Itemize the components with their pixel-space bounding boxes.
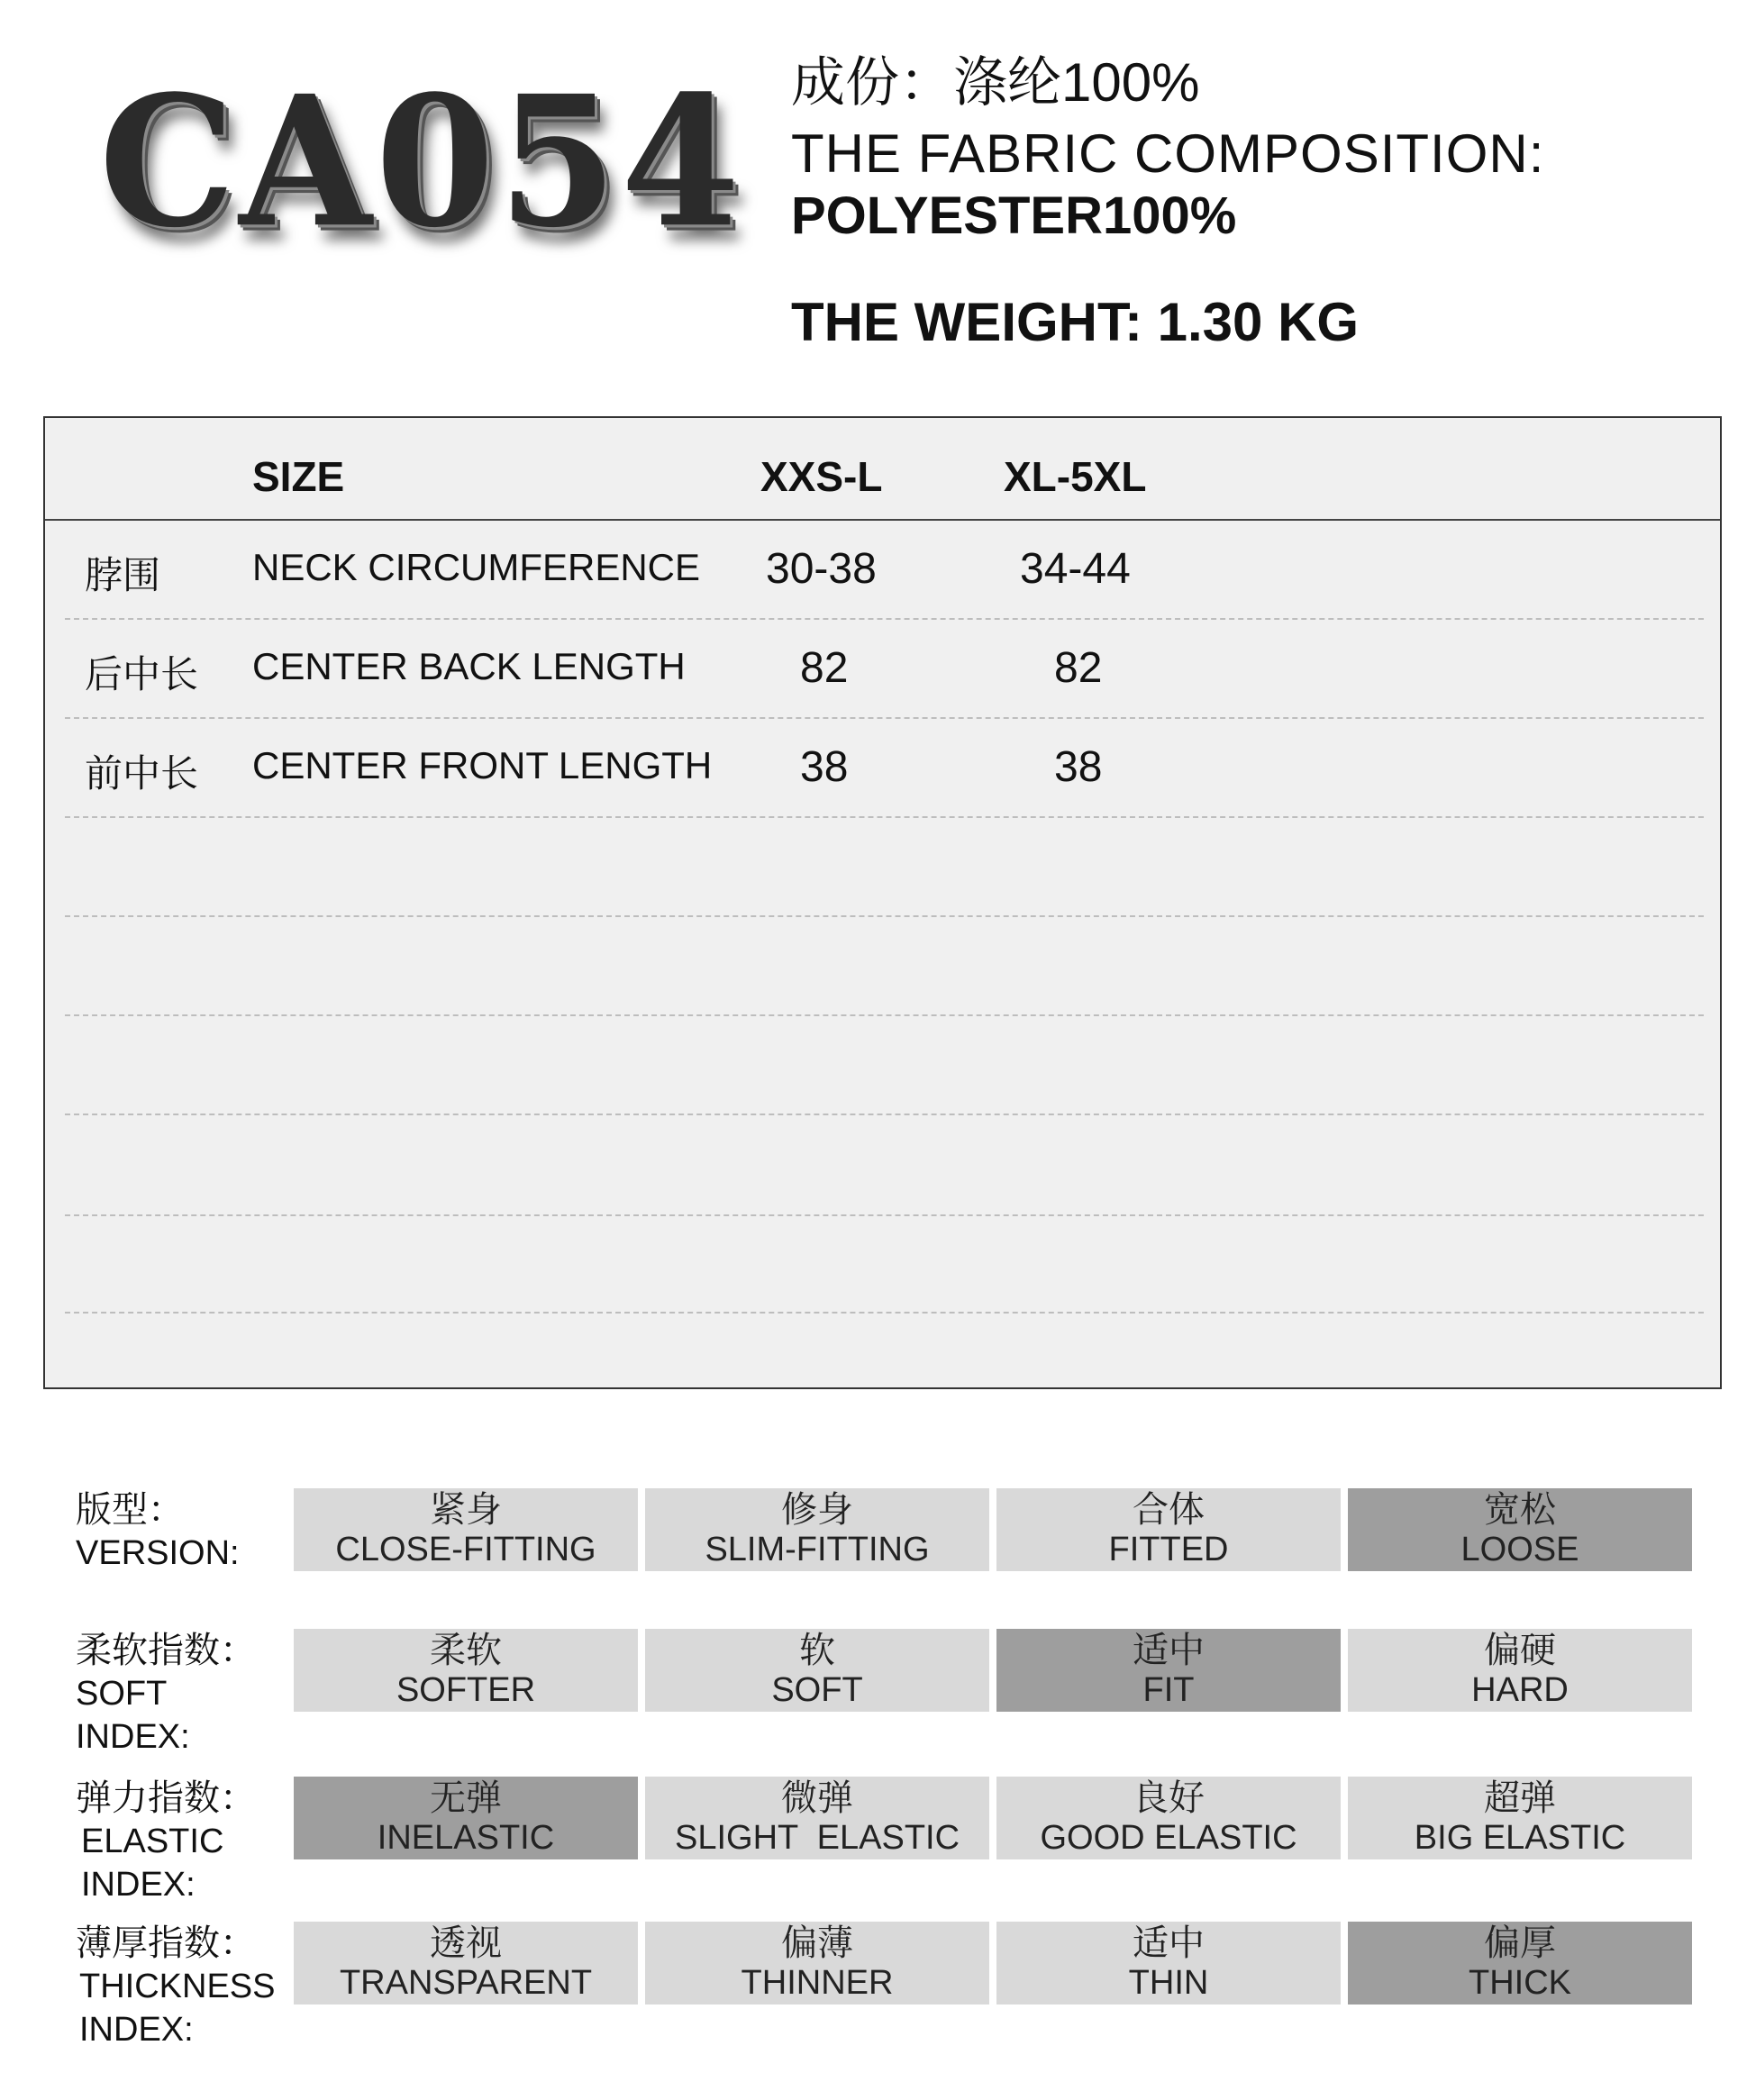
product-code-logo: CA054 xyxy=(99,56,744,268)
empty-row-divider xyxy=(65,1014,1704,1016)
option-en: THICK xyxy=(1469,1964,1571,2002)
option-softer xyxy=(294,1629,638,1712)
size-header-label: SIZE xyxy=(252,453,345,500)
index-label-en: ELASTIC INDEX: xyxy=(81,1823,224,1904)
option-thick-selected xyxy=(1348,1922,1692,2005)
index-label-zh: 薄厚指数： xyxy=(76,1923,256,1963)
table-row xyxy=(45,719,1720,818)
index-label xyxy=(76,1629,256,1759)
option-zh: 修身 xyxy=(781,1490,853,1530)
option-en: TRANSPARENT xyxy=(339,1964,593,2002)
option-zh: 软 xyxy=(799,1631,835,1670)
row-label-en: NECK CIRCUMFERENCE xyxy=(252,546,701,588)
option-en: THINNER xyxy=(741,1964,894,2002)
option-fitted xyxy=(996,1488,1341,1571)
row-label-en: CENTER FRONT LENGTH xyxy=(252,744,713,786)
index-label xyxy=(76,1922,283,2051)
option-en: SLIGHT ELASTIC xyxy=(674,1819,960,1857)
option-inelastic-selected xyxy=(294,1777,638,1859)
option-zh: 适中 xyxy=(1133,1631,1205,1670)
option-transparent xyxy=(294,1922,638,2005)
row-value-col2: 34-44 xyxy=(1020,545,1131,593)
option-zh: 超弹 xyxy=(1484,1778,1556,1818)
option-zh: 偏薄 xyxy=(781,1923,853,1963)
option-zh: 微弹 xyxy=(781,1778,853,1818)
option-zh: 合体 xyxy=(1133,1490,1205,1530)
index-label-en: SOFT INDEX: xyxy=(76,1675,190,1756)
option-en: BIG ELASTIC xyxy=(1414,1819,1626,1857)
option-soft xyxy=(645,1629,989,1712)
option-en: GOOD ELASTIC xyxy=(1040,1819,1297,1857)
weight-text: THE WEIGHT: 1.30 KG xyxy=(791,292,1360,352)
option-zh: 无弹 xyxy=(430,1778,502,1818)
option-en: LOOSE xyxy=(1460,1531,1579,1568)
option-thinner xyxy=(645,1922,989,2005)
index-label-zh: 版型： xyxy=(76,1490,184,1530)
option-zh: 柔软 xyxy=(430,1631,502,1670)
option-en: CLOSE-FITTING xyxy=(335,1531,596,1568)
row-value-col1: 30-38 xyxy=(766,545,877,593)
index-label xyxy=(76,1777,274,1906)
empty-row-divider xyxy=(65,915,1704,917)
index-label-zh: 柔软指数： xyxy=(76,1631,256,1670)
option-hard xyxy=(1348,1629,1692,1712)
option-loose-selected xyxy=(1348,1488,1692,1571)
row-label-en: CENTER BACK LENGTH xyxy=(252,645,686,687)
option-en: SOFT xyxy=(771,1671,863,1709)
option-good-elastic xyxy=(996,1777,1341,1859)
option-fit-selected xyxy=(996,1629,1341,1712)
option-zh: 宽松 xyxy=(1484,1490,1556,1530)
composition-label-en: THE FABRIC COMPOSITION: xyxy=(791,123,1545,184)
row-label-zh: 前中长 xyxy=(85,752,199,795)
index-label xyxy=(76,1488,240,1575)
option-slight-elastic xyxy=(645,1777,989,1859)
option-en: HARD xyxy=(1471,1671,1569,1709)
row-value-col2: 38 xyxy=(1054,743,1103,791)
option-zh: 适中 xyxy=(1133,1923,1205,1963)
option-zh: 偏硬 xyxy=(1484,1631,1556,1670)
row-label-zh: 后中长 xyxy=(85,653,199,695)
index-label-zh: 弹力指数： xyxy=(76,1778,256,1818)
row-value-col2: 82 xyxy=(1054,644,1103,692)
row-value-col1: 82 xyxy=(800,644,849,692)
table-row xyxy=(45,620,1720,719)
option-close-fitting xyxy=(294,1488,638,1571)
option-en: FITTED xyxy=(1108,1531,1229,1568)
index-label-en: VERSION: xyxy=(76,1534,240,1572)
size-header-col1: XXS-L xyxy=(760,453,883,500)
row-divider xyxy=(65,816,1704,818)
option-en: THIN xyxy=(1128,1964,1209,2002)
empty-row-divider xyxy=(65,1214,1704,1216)
size-table-header xyxy=(45,418,1720,521)
option-slim-fitting xyxy=(645,1488,989,1571)
option-zh: 偏厚 xyxy=(1484,1923,1556,1963)
option-en: SLIM-FITTING xyxy=(705,1531,930,1568)
row-value-col1: 38 xyxy=(800,743,849,791)
option-thin xyxy=(996,1922,1341,2005)
size-table xyxy=(43,416,1722,1389)
option-zh: 透视 xyxy=(430,1923,502,1963)
empty-row-divider xyxy=(65,1114,1704,1115)
empty-row-divider xyxy=(65,1312,1704,1314)
option-en: INELASTIC xyxy=(377,1819,555,1857)
option-en: SOFTER xyxy=(396,1671,536,1709)
composition-value-en: POLYESTER100% xyxy=(791,186,1237,245)
option-big-elastic xyxy=(1348,1777,1692,1859)
option-zh: 良好 xyxy=(1133,1778,1205,1818)
composition-zh: 成份：涤纶100% xyxy=(791,52,1200,113)
option-zh: 紧身 xyxy=(430,1490,502,1530)
option-en: FIT xyxy=(1142,1671,1195,1709)
table-row xyxy=(45,521,1720,620)
row-label-zh: 脖围 xyxy=(85,554,161,596)
size-header-col2: XL-5XL xyxy=(1004,453,1147,500)
index-label-en: THICKNESS INDEX: xyxy=(79,1968,276,2049)
